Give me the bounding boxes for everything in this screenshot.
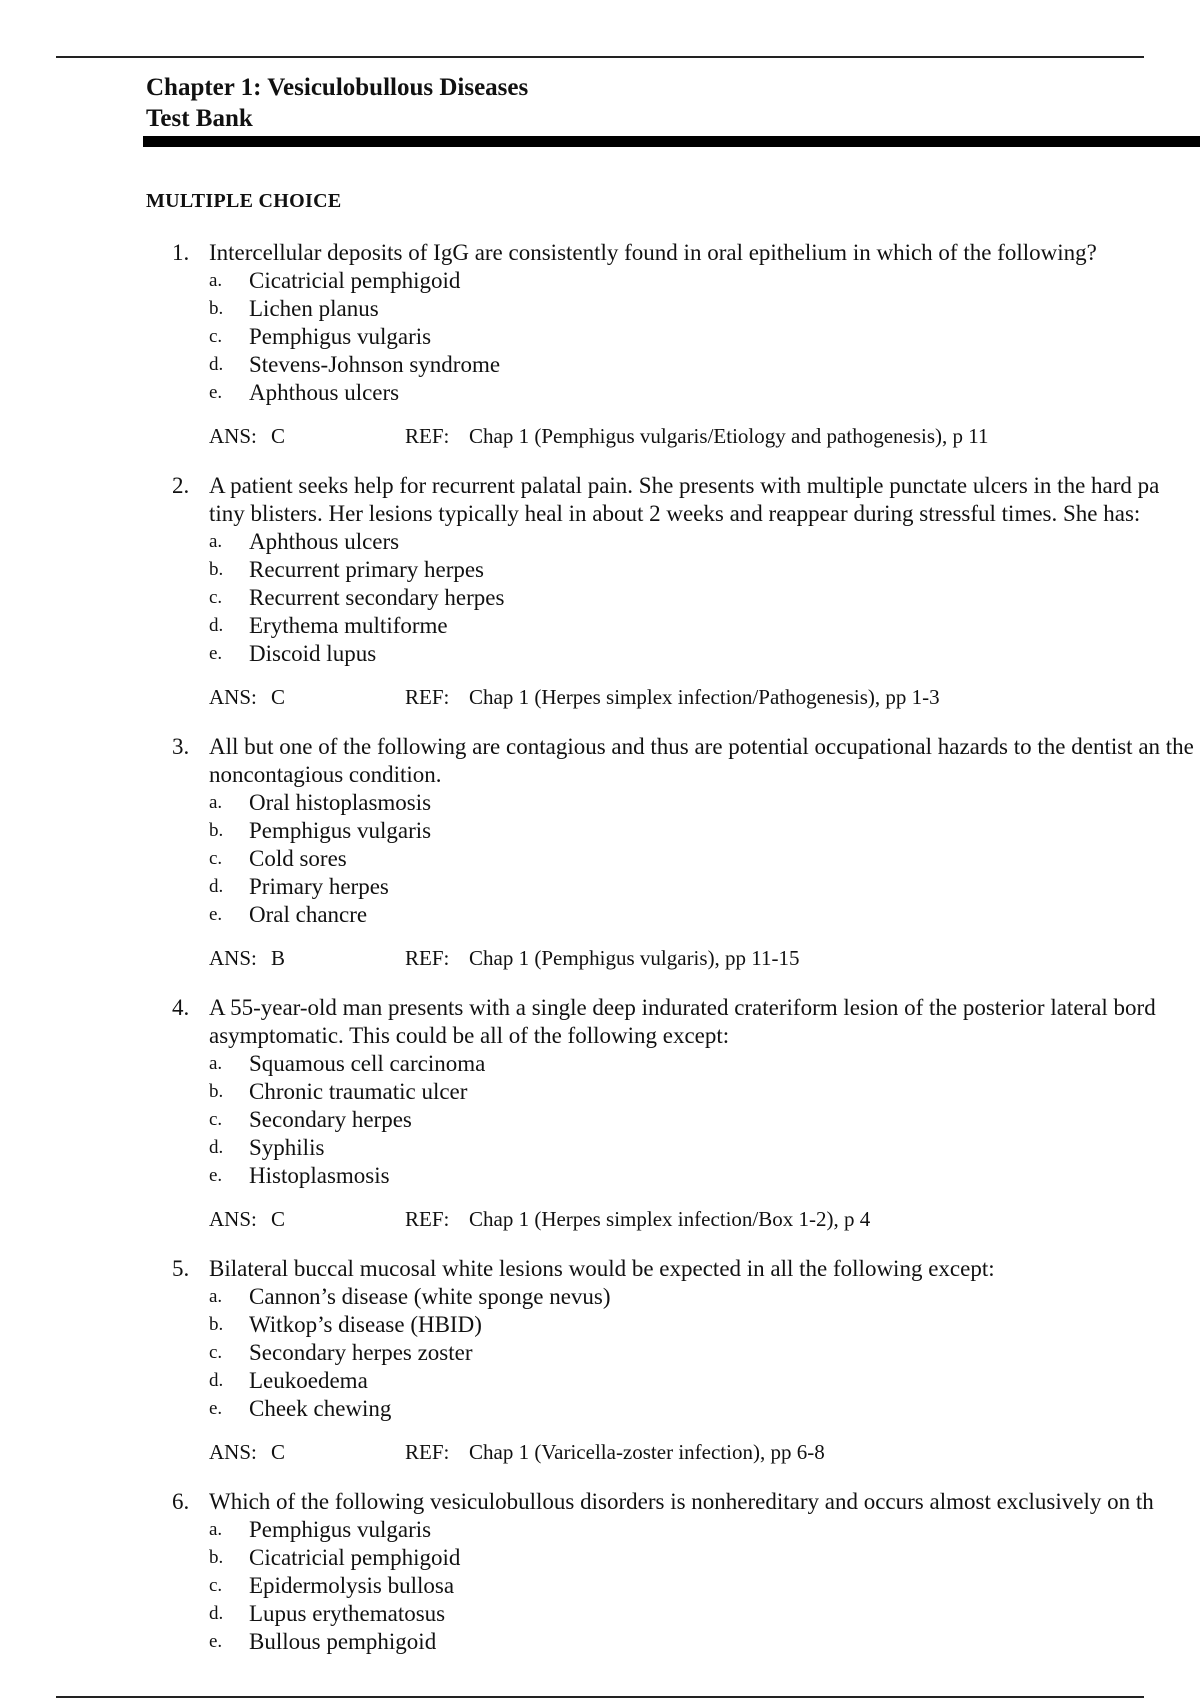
option	[0, 1516, 1200, 1544]
option	[0, 1162, 1200, 1190]
chapter-subtitle: Test Bank	[146, 105, 253, 132]
question-6	[0, 1488, 1200, 1656]
answer-value: C	[271, 1207, 286, 1231]
answer-label: ANS:	[209, 424, 257, 448]
option	[0, 1078, 1200, 1106]
answer-row	[0, 1437, 1200, 1467]
question-stem: A patient seeks help for recurrent palatal pain. She presents with multiple punctate ulcers in the hard pa tiny blisters. Her lesions typically heal in about 2 weeks and reappear during stressful times. She has:	[209, 473, 1160, 526]
option	[0, 1544, 1200, 1572]
question-number: 2.	[172, 473, 190, 498]
option-letter: d.	[209, 1370, 224, 1391]
reference-value: Chap 1 (Pemphigus vulgaris/Etiology and pathogenesis), p 11	[469, 424, 989, 448]
option-text: Pemphigus vulgaris	[249, 818, 432, 843]
option-text: Oral chancre	[249, 902, 368, 927]
option-letter: b.	[209, 820, 224, 841]
option-letter: b.	[209, 1314, 224, 1335]
option	[0, 351, 1200, 379]
option-text: Lichen planus	[249, 296, 379, 321]
option-text: Oral histoplasmosis	[249, 790, 432, 815]
option-letter: b.	[209, 559, 224, 580]
option	[0, 556, 1200, 584]
option-text: Stevens-Johnson syndrome	[249, 352, 501, 377]
option-letter: d.	[209, 876, 224, 897]
reference-value: Chap 1 (Varicella-zoster infection), pp 6-8	[469, 1440, 825, 1464]
reference-value: Chap 1 (Herpes simplex infection/Pathogenesis), pp 1-3	[469, 685, 940, 709]
question-stem: Bilateral buccal mucosal white lesions would be expected in all the following except:	[209, 1256, 995, 1281]
question-number: 6.	[172, 1489, 190, 1514]
reference-label: REF:	[405, 685, 450, 709]
answer-row	[0, 1204, 1200, 1234]
option-text: Cicatricial pemphigoid	[249, 268, 461, 293]
bottom-rule	[56, 1696, 1144, 1698]
option-letter: d.	[209, 354, 224, 375]
option-letter: c.	[209, 587, 223, 608]
option	[0, 584, 1200, 612]
question-number: 4.	[172, 995, 190, 1020]
answer-row	[0, 421, 1200, 451]
question-list	[0, 239, 1200, 1689]
option-text: Discoid lupus	[249, 641, 377, 666]
option-text: Cicatricial pemphigoid	[249, 1545, 461, 1570]
answer-value: B	[271, 946, 286, 970]
option-text: Leukoedema	[249, 1368, 368, 1393]
option	[0, 323, 1200, 351]
option-text: Bullous pemphigoid	[249, 1629, 437, 1654]
question-number: 5.	[172, 1256, 190, 1281]
option	[0, 1628, 1200, 1656]
top-rule	[56, 56, 1144, 58]
option-letter: d.	[209, 1603, 224, 1624]
option-letter: d.	[209, 615, 224, 636]
option-text: Histoplasmosis	[249, 1163, 390, 1188]
option	[0, 1134, 1200, 1162]
question-stem: All but one of the following are contagious and thus are potential occupational hazards to the dentist an the noncontagious condition.	[209, 734, 1194, 787]
option-text: Cheek chewing	[249, 1396, 392, 1421]
option-letter: a.	[209, 270, 223, 291]
option-letter: c.	[209, 848, 223, 869]
option	[0, 845, 1200, 873]
option	[0, 640, 1200, 668]
option-text: Pemphigus vulgaris	[249, 1517, 432, 1542]
option	[0, 873, 1200, 901]
option-text: Aphthous ulcers	[249, 529, 400, 554]
option-letter: e.	[209, 1165, 223, 1186]
option	[0, 612, 1200, 640]
option	[0, 1600, 1200, 1628]
option-letter: a.	[209, 1519, 223, 1540]
option-letter: a.	[209, 531, 223, 552]
option-letter: e.	[209, 904, 223, 925]
option	[0, 295, 1200, 323]
option-text: Recurrent secondary herpes	[249, 585, 505, 610]
option	[0, 901, 1200, 929]
answer-value: C	[271, 685, 286, 709]
answer-value: C	[271, 1440, 286, 1464]
option-text: Pemphigus vulgaris	[249, 324, 432, 349]
option-letter: c.	[209, 326, 223, 347]
option-text: Epidermolysis bullosa	[249, 1573, 455, 1598]
option-text: Recurrent primary herpes	[249, 557, 485, 582]
option	[0, 817, 1200, 845]
option-text: Cold sores	[249, 846, 347, 871]
option-letter: e.	[209, 382, 223, 403]
question-4	[0, 994, 1200, 1255]
option-letter: e.	[209, 1631, 223, 1652]
question-2	[0, 472, 1200, 733]
option	[0, 1050, 1200, 1078]
option-text: Primary herpes	[249, 874, 389, 899]
option-letter: c.	[209, 1109, 223, 1130]
option-text: Secondary herpes zoster	[249, 1340, 473, 1365]
reference-label: REF:	[405, 1440, 450, 1464]
option-text: Lupus erythematosus	[249, 1601, 446, 1626]
answer-label: ANS:	[209, 1440, 257, 1464]
question-number: 1.	[172, 240, 190, 265]
option-text: Chronic traumatic ulcer	[249, 1079, 468, 1104]
chapter-title: Chapter 1: Vesiculobullous Diseases	[146, 74, 529, 101]
answer-row	[0, 943, 1200, 973]
option-text: Squamous cell carcinoma	[249, 1051, 486, 1076]
option-text: Cannon’s disease (white sponge nevus)	[249, 1284, 611, 1309]
option-letter: e.	[209, 1398, 223, 1419]
question-1	[0, 239, 1200, 472]
answer-label: ANS:	[209, 685, 257, 709]
reference-label: REF:	[405, 946, 450, 970]
option	[0, 379, 1200, 407]
question-3	[0, 733, 1200, 994]
option-text: Secondary herpes	[249, 1107, 412, 1132]
option-letter: d.	[209, 1137, 224, 1158]
option-letter: a.	[209, 1053, 223, 1074]
question-stem: Which of the following vesiculobullous disorders is nonhereditary and occurs almost exclusively on th	[209, 1489, 1154, 1514]
option-letter: c.	[209, 1342, 223, 1363]
option	[0, 789, 1200, 817]
option-letter: e.	[209, 643, 223, 664]
reference-label: REF:	[405, 1207, 450, 1231]
option-letter: b.	[209, 298, 224, 319]
question-stem: Intercellular deposits of IgG are consistently found in oral epithelium in which of the following?	[209, 240, 1097, 265]
question-stem: A 55-year-old man presents with a single deep indurated crateriform lesion of the posterior lateral bord asymptomatic. This could be all of the following except:	[209, 995, 1156, 1048]
option-text: Erythema multiforme	[249, 613, 448, 638]
option-letter: a.	[209, 1286, 223, 1307]
answer-label: ANS:	[209, 946, 257, 970]
answer-row	[0, 682, 1200, 712]
option-letter: b.	[209, 1547, 224, 1568]
option	[0, 1283, 1200, 1311]
reference-value: Chap 1 (Herpes simplex infection/Box 1-2), p 4	[469, 1207, 871, 1231]
option	[0, 528, 1200, 556]
reference-value: Chap 1 (Pemphigus vulgaris), pp 11-15	[469, 946, 800, 970]
section-heading: MULTIPLE CHOICE	[146, 190, 342, 212]
question-number: 3.	[172, 734, 190, 759]
option-text: Witkop’s disease (HBID)	[249, 1312, 482, 1337]
option	[0, 1395, 1200, 1423]
answer-label: ANS:	[209, 1207, 257, 1231]
option	[0, 1367, 1200, 1395]
option-letter: b.	[209, 1081, 224, 1102]
answer-value: C	[271, 424, 286, 448]
option	[0, 1572, 1200, 1600]
option-text: Aphthous ulcers	[249, 380, 400, 405]
header-rule	[143, 136, 1200, 147]
option	[0, 1339, 1200, 1367]
option-letter: c.	[209, 1575, 223, 1596]
option-text: Syphilis	[249, 1135, 325, 1160]
reference-label: REF:	[405, 424, 450, 448]
question-5	[0, 1255, 1200, 1488]
option-letter: a.	[209, 792, 223, 813]
option	[0, 1106, 1200, 1134]
option	[0, 267, 1200, 295]
option	[0, 1311, 1200, 1339]
